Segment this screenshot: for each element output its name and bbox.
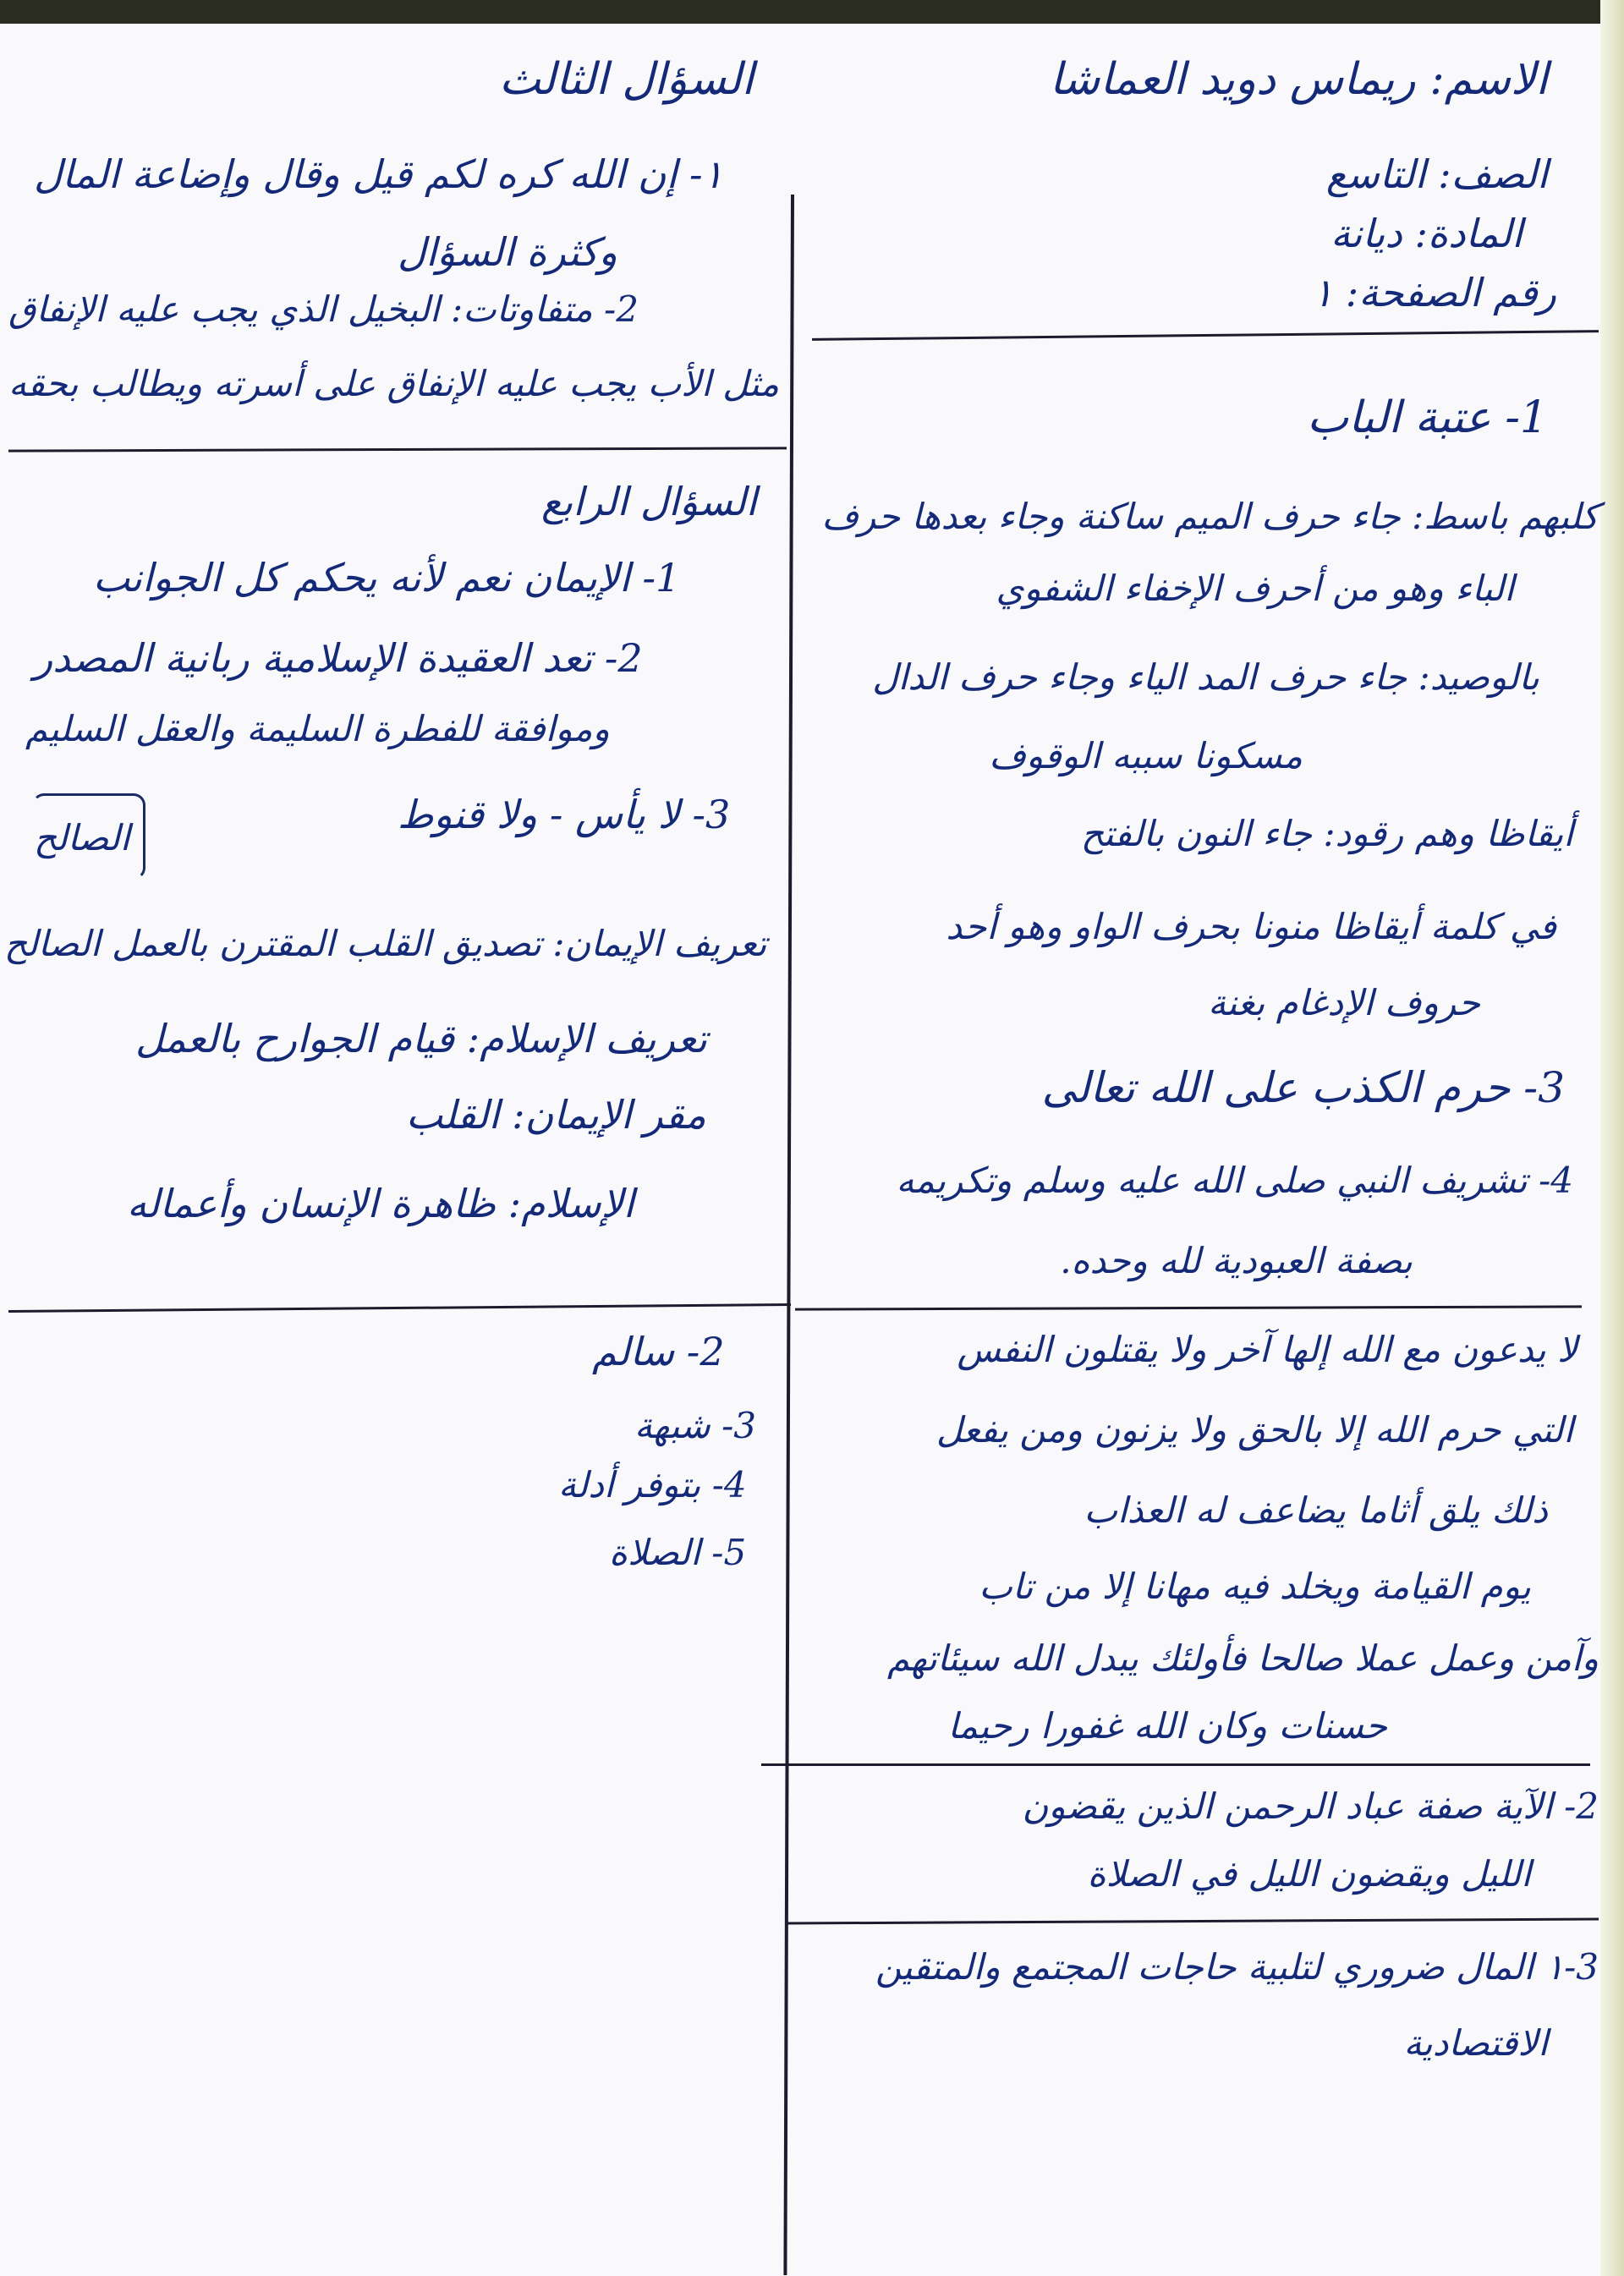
q3-title: السؤال الثالث — [499, 54, 754, 105]
answer-2-line-1: 2- الآية صفة عباد الرحمن الذين يقضون — [1022, 1785, 1599, 1827]
photo-right-edge — [1600, 0, 1624, 2276]
tajweed-line-2: الباء وهو من أحرف الإخفاء الشفوي — [996, 568, 1514, 609]
verse-line-1: لا يدعون مع الله إلها آخر ولا يقتلون النفس — [957, 1329, 1577, 1370]
tajweed-line-5: أيقاظا وهم رقود: جاء النون بالفتح — [1080, 813, 1573, 854]
tajweed-line-3: بالوصيد: جاء حرف المد الياء وجاء حرف الدال — [872, 656, 1539, 698]
answer-3-1-line-1: 3-١ المال ضروري لتلبية حاجات المجتمع والمتقين — [875, 1946, 1599, 1988]
verse-line-6: حسنات وكان الله غفورا رحيما — [947, 1705, 1387, 1747]
q3-answer-line-1: ١- إن الله كره لكم قيل وقال وإضاعة المال — [34, 151, 724, 197]
page-number: رقم الصفحة: ١ — [1312, 270, 1556, 315]
q3-answer-line-3: 2- متفاوتات: البخيل الذي يجب عليه الإنفاق — [8, 288, 639, 330]
list-answer-3: 3- شبهة — [634, 1405, 757, 1446]
definition-iman: تعريف الإيمان: تصديق القلب المقترن بالعمل الصالح — [4, 923, 767, 964]
list-answer-2: 2- سالم — [592, 1329, 725, 1374]
divider-right-top — [812, 330, 1599, 341]
q3-answer-line-4: مثل الأب يجب عليه الإنفاق على أسرته ويطالب بحقه — [8, 363, 780, 404]
definition-islam: تعريف الإسلام: قيام الجوارح بالعمل — [135, 1016, 708, 1061]
answer-3-1-line-2: الاقتصادية — [1403, 2022, 1548, 2064]
verse-line-2: التي حرم الله إلا بالحق ولا يزنون ومن يفعل — [935, 1409, 1573, 1451]
list-answer-4: 4- بتوفر أدلة — [558, 1464, 747, 1505]
subject: المادة: ديانة — [1330, 211, 1522, 256]
q4-answer-line-1: 1- الإيمان نعم لأنه يحكم كل الجوانب — [93, 555, 681, 601]
column-divider — [783, 195, 794, 2275]
student-grade: الصف: التاسع — [1325, 151, 1548, 197]
islam-definition-2: الإسلام: ظاهرة الإنسان وأعماله — [127, 1181, 634, 1226]
iman-location: مقر الإيمان: القلب — [406, 1092, 706, 1138]
q3-answer-line-2: وكثرة السؤال — [398, 229, 617, 275]
photo-top-edge — [0, 0, 1624, 24]
answer-4-right: 4- تشريف النبي صلى الله عليه وسلم وتكريمه — [896, 1160, 1573, 1201]
q1-title: 1- عتبة الباب — [1307, 392, 1548, 443]
tajweed-line-6: في كلمة أيقاظا منونا بحرف الواو وهو أحد — [946, 906, 1556, 947]
answer-3-right: 3- حرم الكذب على الله تعالى — [1041, 1063, 1565, 1112]
q4-title: السؤال الرابع — [541, 479, 757, 524]
divider-left-middle — [8, 1303, 791, 1313]
side-note-text: الصالح — [34, 817, 130, 858]
list-answer-5: 5- الصلاة — [609, 1532, 747, 1573]
q4-answer-line-2: 2- تعد العقيدة الإسلامية ربانية المصدر — [34, 635, 643, 681]
tajweed-line-7: حروف الإدغام بغنة — [1208, 982, 1480, 1023]
answer-4-right-cont: بصفة العبودية لله وحده. — [1060, 1240, 1413, 1281]
divider-right-lower — [761, 1763, 1590, 1766]
verse-line-3: ذلك يلق أثاما يضاعف له العذاب — [1084, 1489, 1548, 1531]
divider-right-bottom — [787, 1917, 1599, 1924]
tajweed-line-4: مسكونا سببه الوقوف — [989, 735, 1303, 776]
q4-answer-line-4: 3- لا يأس - ولا قنوط — [398, 792, 731, 837]
student-name: الاسم: ريماس دويد العماشا — [1049, 54, 1548, 105]
divider-right-middle — [795, 1305, 1582, 1310]
answer-2-line-2: الليل ويقضون الليل في الصلاة — [1087, 1853, 1531, 1895]
tajweed-line-1: كلبهم باسط: جاء حرف الميم ساكنة وجاء بعدها حرف — [821, 496, 1599, 537]
verse-line-4: يوم القيامة ويخلد فيه مهانا إلا من تاب — [979, 1566, 1531, 1607]
divider-left-top — [8, 447, 787, 452]
q4-answer-line-3: وموافقة للفطرة السليمة والعقل السليم — [25, 708, 610, 749]
verse-line-5: وآمن وعمل عملا صالحا فأولئك يبدل الله سيئاتهم — [886, 1637, 1599, 1679]
